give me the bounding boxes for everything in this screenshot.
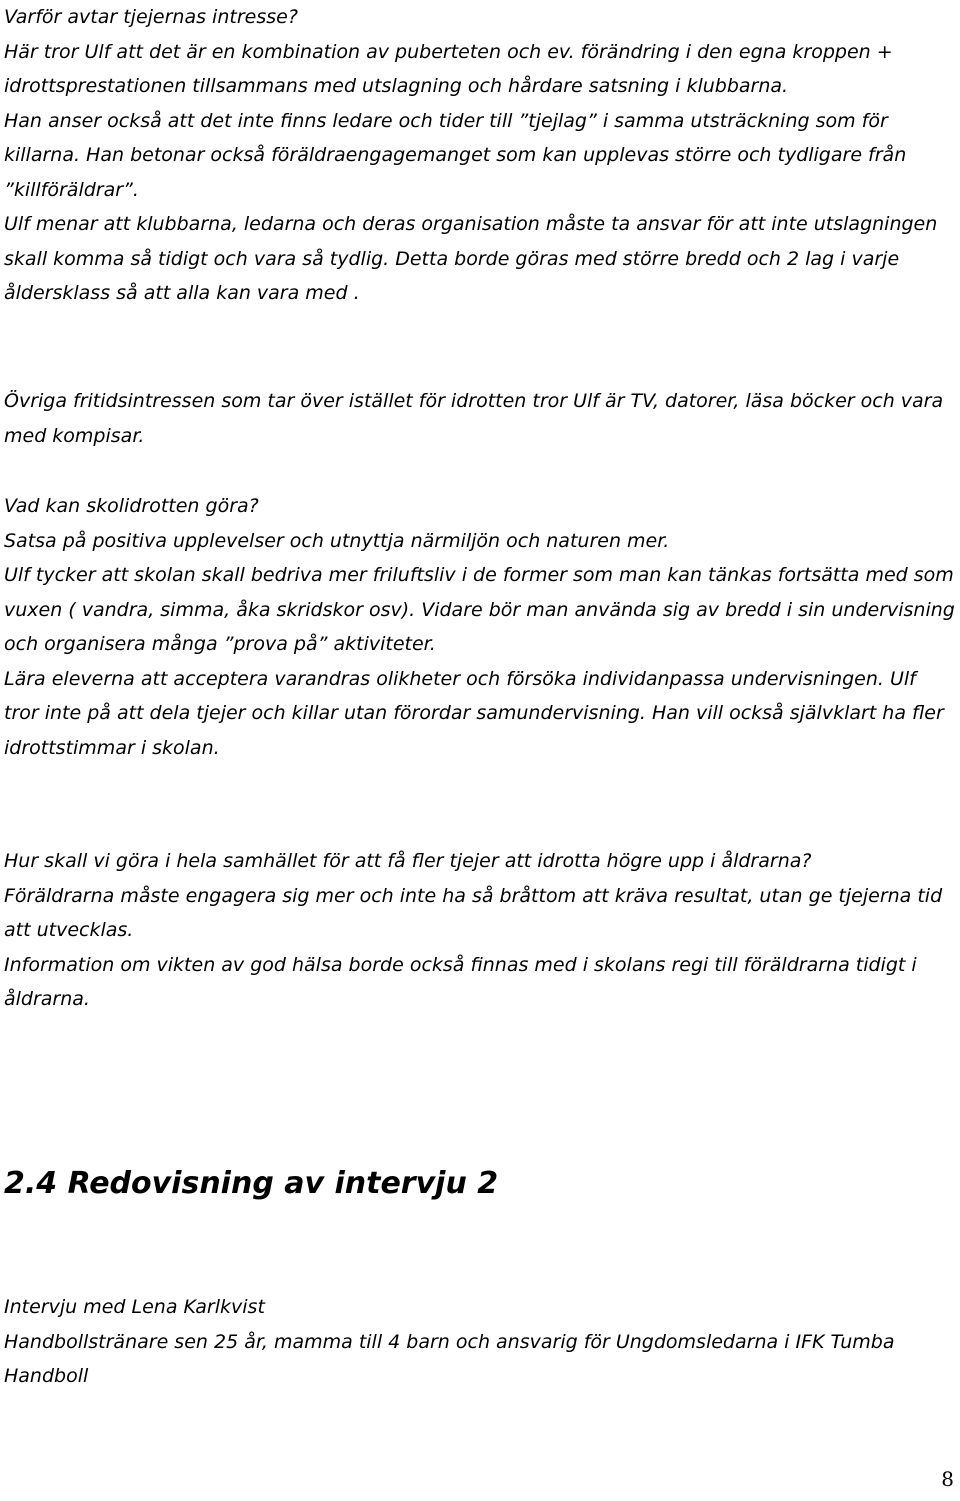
text-line: Han anser också att det inte finns ledare och tider till ”tjejlag” i samma utsträckning som för killarna. Han betonar också föräldraengagemanget som kan upplevas större och tydligare från ”killföräldrar”. bbox=[4, 109, 907, 201]
question-line: Hur skall vi göra i hela samhället för att få fler tjejer att idrotta högre upp i åldrarna? bbox=[4, 850, 812, 872]
text-line: Satsa på positiva upplevelser och utnyttja närmiljön och naturen mer. bbox=[4, 529, 670, 552]
paragraph-other-interests bbox=[4, 384, 956, 453]
text-line: Ulf tycker att skolan skall bedriva mer friluftsliv i de former som man kan tänkas fortsätta med som vuxen ( vandra, simma, åka skridskor osv). Vidare bör man använda sig av bredd i sin undervisning och organisera många ”prova på” aktiviteter. bbox=[4, 564, 955, 655]
text-line: Intervju med Lena Karlkvist bbox=[4, 1296, 265, 1318]
text-line: Föräldrarna måste engagera sig mer och inte ha så bråttom att kräva resultat, utan ge tjejerna tid att utvecklas. bbox=[4, 884, 943, 941]
section-heading: 2.4 Redovisning av intervju 2 bbox=[4, 1166, 499, 1201]
page-number: 8 bbox=[941, 1467, 954, 1491]
text-line: Ulf menar att klubbarna, ledarna och deras organisation måste ta ansvar för att inte utslagningen skall komma så tidigt och vara så tydlig. Detta borde göras med större bredd och 2 lag i varje åldersklass så att alla kan vara med . bbox=[4, 213, 938, 304]
question-line: Vad kan skolidrotten göra? bbox=[4, 495, 259, 517]
paragraph-interview-intro bbox=[4, 1290, 956, 1394]
paragraph-society bbox=[4, 844, 956, 1017]
text-line: Lära eleverna att acceptera varandras olikheter och försöka individanpassa undervisningen. Ulf tror inte på att dela tjejer och killar utan förordar samundervisning. Han vill också självklart ha fler idrottstimmar i skolan. bbox=[4, 667, 944, 759]
question-line: Varför avtar tjejernas intresse? bbox=[4, 6, 298, 28]
text-line: Handbollstränare sen 25 år, mamma till 4 barn och ansvarig för Ungdomsledarna i IFK Tumba Handboll bbox=[4, 1330, 895, 1387]
text-line: Här tror Ulf att det är en kombination av puberteten och ev. förändring i den egna kroppen + idrottsprestationen tillsammans med utslagning och hårdare satsning i klubbarna. bbox=[4, 40, 893, 97]
paragraph-school-sports bbox=[4, 489, 956, 765]
text-line: Information om vikten av god hälsa borde också finnas med i skolans regi till föräldrarna tidigt i åldrarna. bbox=[4, 953, 917, 1010]
text-line: Övriga fritidsintressen som tar över istället för idrotten tror Ulf är TV, datorer, läsa böcker och vara med kompisar. bbox=[4, 390, 944, 447]
paragraph-why-interest-declines bbox=[4, 0, 956, 311]
